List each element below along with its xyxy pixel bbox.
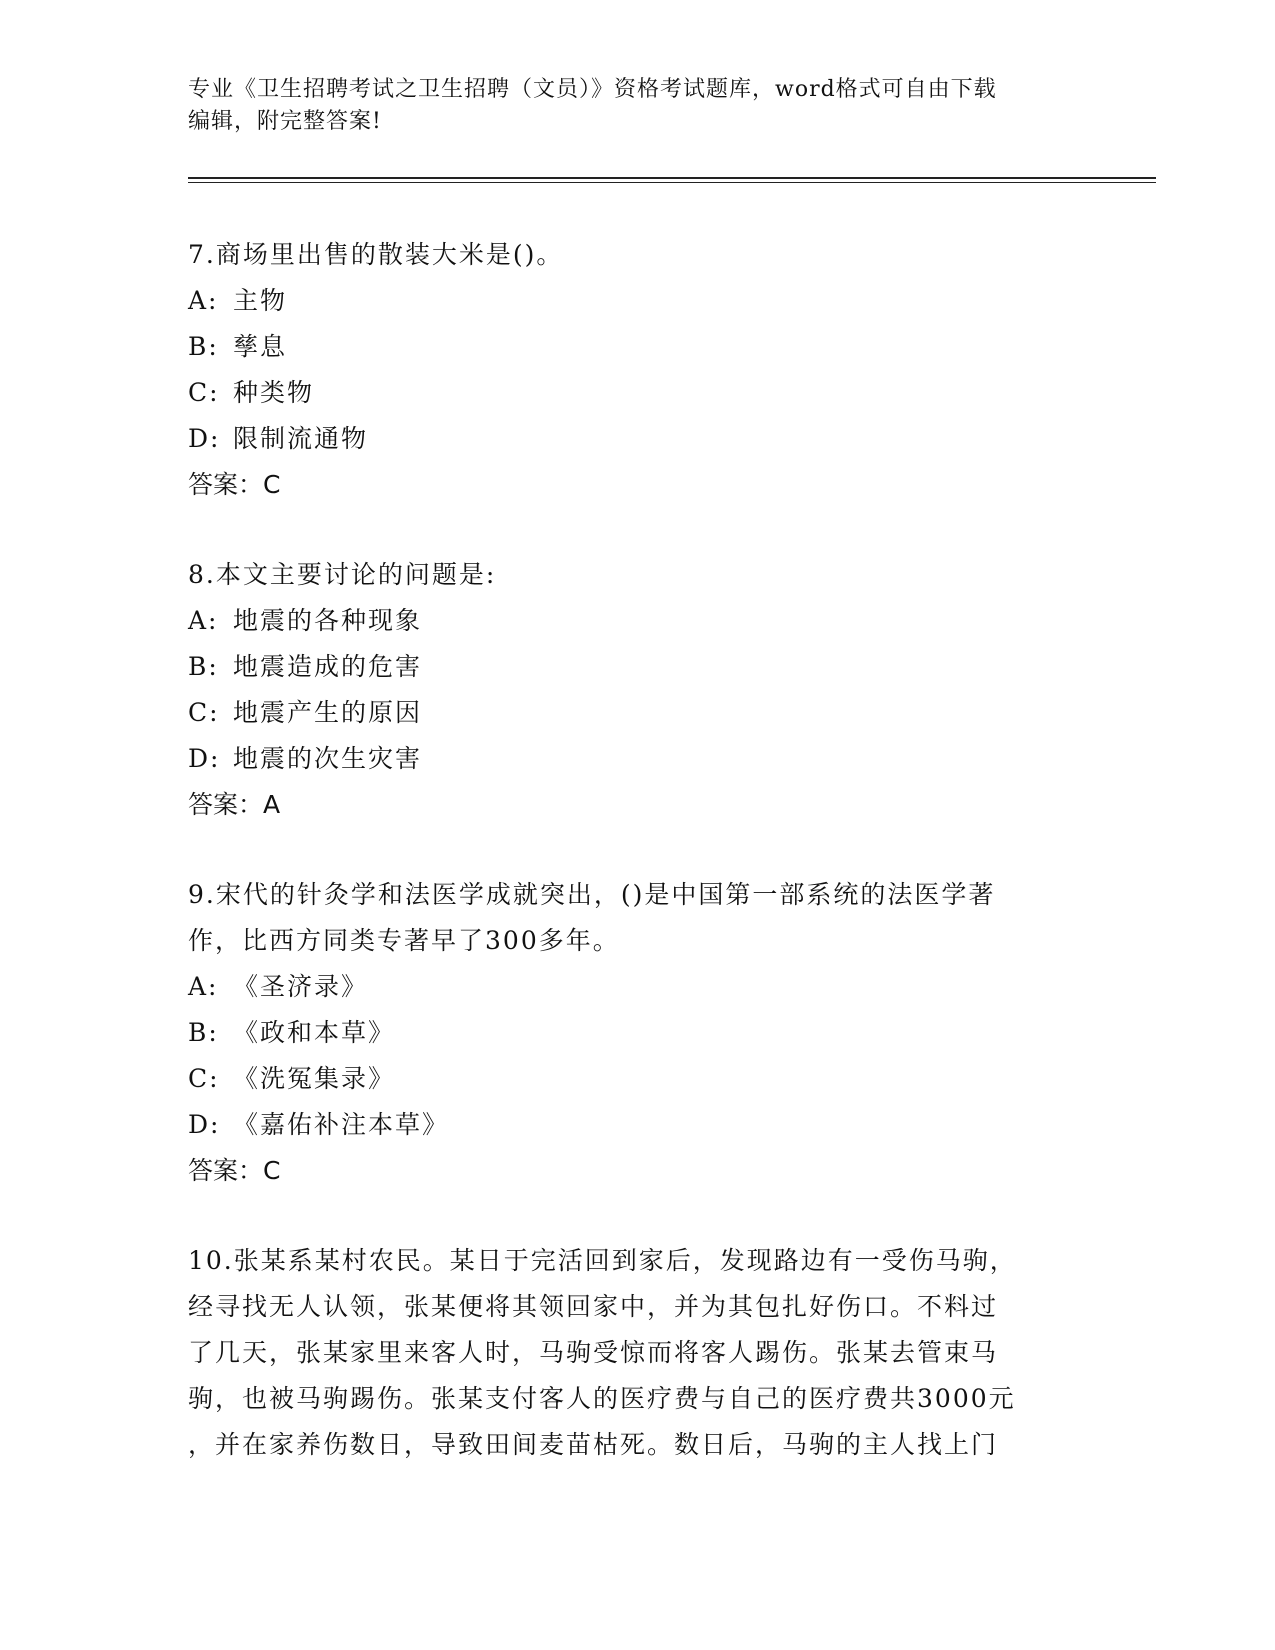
option-c xyxy=(188,370,1088,416)
question-stem-line: 驹，也被马驹踢伤。张某支付客人的医疗费与自己的医疗费共3000元 xyxy=(188,1384,1016,1413)
question-stem-line: 10.张某系某村农民。某日于完活回到家后，发现路边有一受伤马驹， xyxy=(188,1246,1017,1275)
option-text: 地震造成的危害 xyxy=(233,652,423,681)
option-letter: C: xyxy=(188,378,220,407)
question-stem-line: 了几天，张某家里来客人时，马驹受惊而将客人踢伤。张某去管束马 xyxy=(188,1338,999,1367)
option-text: 《圣济录》 xyxy=(233,972,369,1001)
header-line-1: 专业《卫生招聘考试之卫生招聘（文员）》资格考试题库，word格式可自由下载 xyxy=(188,77,997,102)
question-stem-line: 作，比西方同类专著早了300多年。 xyxy=(188,926,620,955)
option-letter: A: xyxy=(188,972,219,1001)
question-list xyxy=(188,232,1088,1512)
option-letter: B: xyxy=(188,332,219,361)
option-a xyxy=(188,598,1088,644)
question-stem-line: 经寻找无人认领，张某便将其领回家中，并为其包扎好伤口。不料过 xyxy=(188,1292,999,1321)
option-c xyxy=(188,690,1088,736)
option-text: 《洗冤集录》 xyxy=(233,1064,396,1093)
option-b xyxy=(188,644,1088,690)
option-a xyxy=(188,964,1088,1010)
option-text: 《政和本草》 xyxy=(233,1018,396,1047)
header-divider-thick xyxy=(188,177,1156,179)
answer-line: 答案：C xyxy=(188,470,281,499)
answer-line: 答案：A xyxy=(188,790,281,819)
option-text: 地震的次生灾害 xyxy=(233,744,423,773)
option-text: 地震的各种现象 xyxy=(233,606,423,635)
header-divider-thin xyxy=(188,182,1156,183)
option-c xyxy=(188,1056,1088,1102)
question-block xyxy=(188,232,1088,508)
option-text: 《嘉佑补注本草》 xyxy=(233,1110,450,1139)
option-letter: C: xyxy=(188,1064,220,1093)
option-b xyxy=(188,324,1088,370)
option-letter: B: xyxy=(188,1018,219,1047)
option-d xyxy=(188,736,1088,782)
question-stem-line: 8.本文主要讨论的问题是: xyxy=(188,560,497,589)
option-text: 地震产生的原因 xyxy=(233,698,423,727)
option-letter: D: xyxy=(188,424,221,453)
option-letter: A: xyxy=(188,606,219,635)
option-a xyxy=(188,278,1088,324)
document-header xyxy=(188,74,1088,138)
question-block xyxy=(188,552,1088,828)
question-stem-line: 7.商场里出售的散装大米是()。 xyxy=(188,240,564,269)
option-d xyxy=(188,1102,1088,1148)
option-letter: D: xyxy=(188,1110,221,1139)
option-letter: C: xyxy=(188,698,220,727)
question-block xyxy=(188,1238,1088,1468)
option-letter: A: xyxy=(188,286,219,315)
header-line-2: 编辑，附完整答案! xyxy=(188,109,382,134)
question-stem-line: ，并在家养伤数日，导致田间麦苗枯死。数日后，马驹的主人找上门 xyxy=(188,1430,999,1459)
option-text: 孳息 xyxy=(233,332,288,361)
answer-line: 答案：C xyxy=(188,1156,281,1185)
option-d xyxy=(188,416,1088,462)
question-block xyxy=(188,872,1088,1194)
option-text: 种类物 xyxy=(233,378,315,407)
option-b xyxy=(188,1010,1088,1056)
option-letter: B: xyxy=(188,652,219,681)
option-text: 主物 xyxy=(233,286,288,315)
option-letter: D: xyxy=(188,744,221,773)
question-stem-line: 9.宋代的针灸学和法医学成就突出，()是中国第一部系统的法医学著 xyxy=(188,880,996,909)
option-text: 限制流通物 xyxy=(233,424,369,453)
